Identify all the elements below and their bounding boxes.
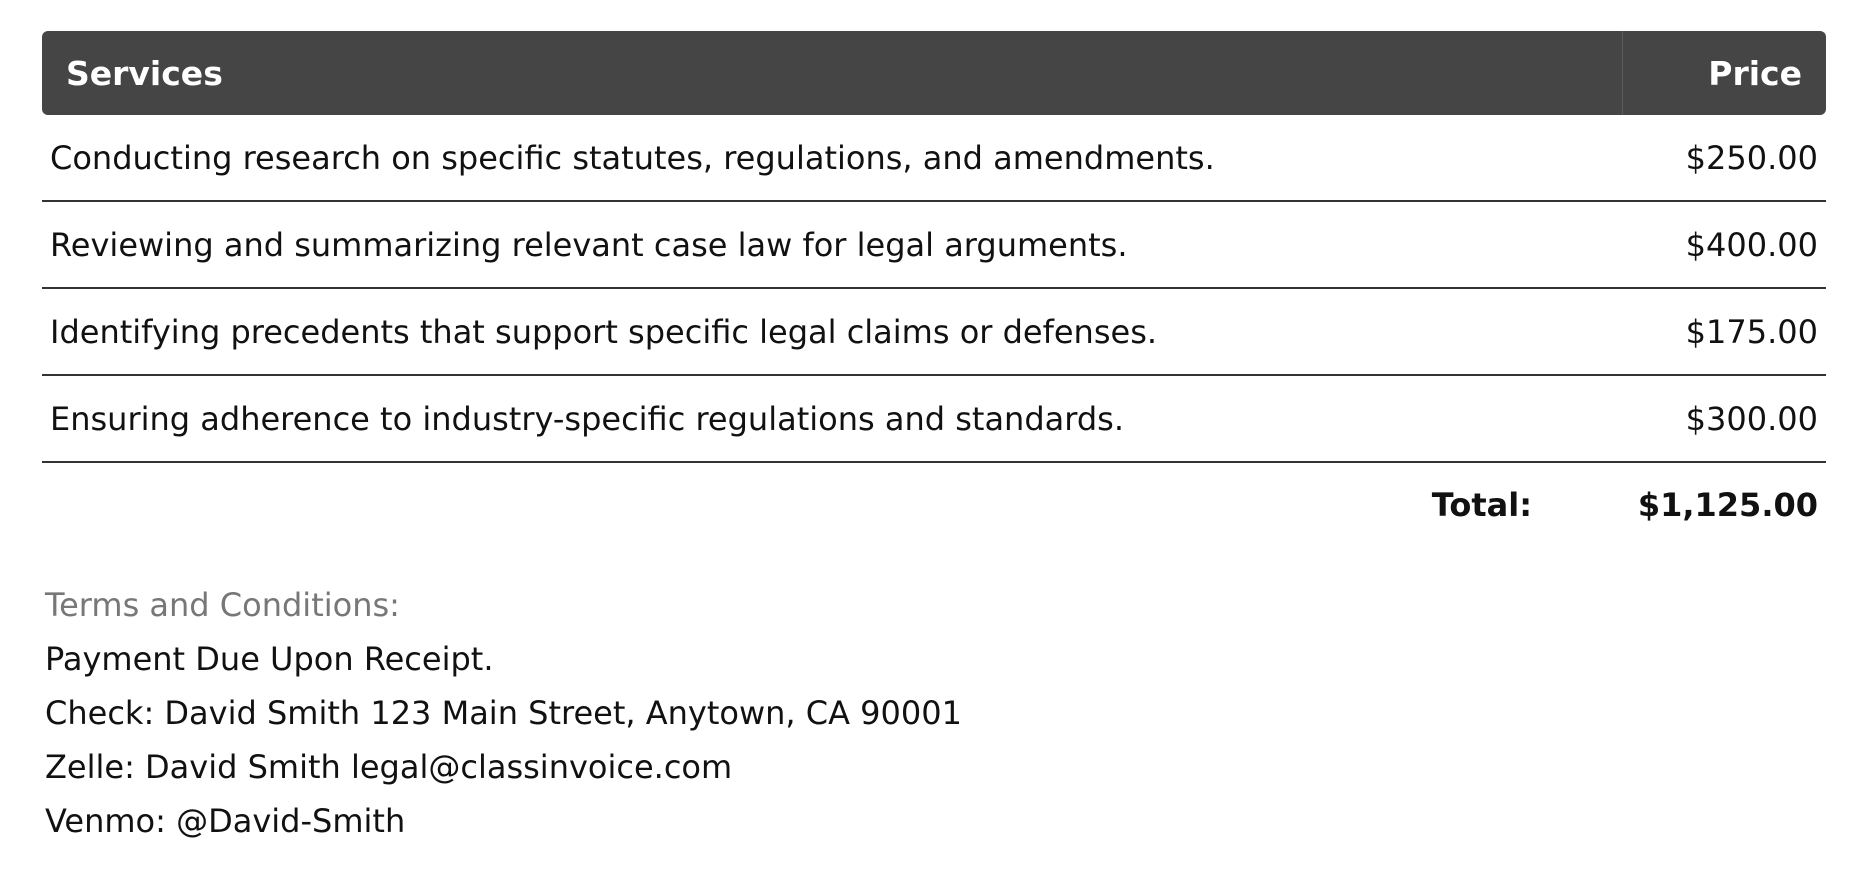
venmo-payment-line: Venmo: @David-Smith (45, 802, 406, 840)
service-price: $400.00 (1622, 201, 1826, 288)
total-row (42, 462, 1826, 547)
header-row (42, 31, 1826, 115)
service-description: Ensuring adherence to industry-specific regulations and standards. (42, 375, 1622, 462)
services-column-header: Services (42, 31, 1622, 115)
services-table (42, 31, 1826, 547)
service-price: $250.00 (1622, 115, 1826, 201)
total-value: $1,125.00 (1637, 486, 1818, 524)
table-footer (42, 462, 1826, 547)
table-header (42, 31, 1826, 115)
terms-and-conditions (45, 578, 962, 848)
check-payment-line: Check: David Smith 123 Main Street, Anytown, CA 90001 (45, 694, 962, 732)
price-column-header: Price (1622, 31, 1826, 115)
service-description: Identifying precedents that support specific legal claims or defenses. (42, 288, 1622, 375)
terms-title: Terms and Conditions: (45, 586, 400, 624)
invoice-services-section (42, 31, 1826, 547)
table-row (42, 288, 1826, 375)
zelle-payment-line: Zelle: David Smith legal@classinvoice.com (45, 748, 733, 786)
table-row (42, 375, 1826, 462)
table-row (42, 115, 1826, 201)
table-body (42, 115, 1826, 462)
payment-due-line: Payment Due Upon Receipt. (45, 640, 494, 678)
table-row (42, 201, 1826, 288)
service-price: $175.00 (1622, 288, 1826, 375)
service-description: Reviewing and summarizing relevant case law for legal arguments. (42, 201, 1622, 288)
total-label: Total: (1431, 486, 1532, 524)
service-price: $300.00 (1622, 375, 1826, 462)
service-description: Conducting research on specific statutes, regulations, and amendments. (42, 115, 1622, 201)
